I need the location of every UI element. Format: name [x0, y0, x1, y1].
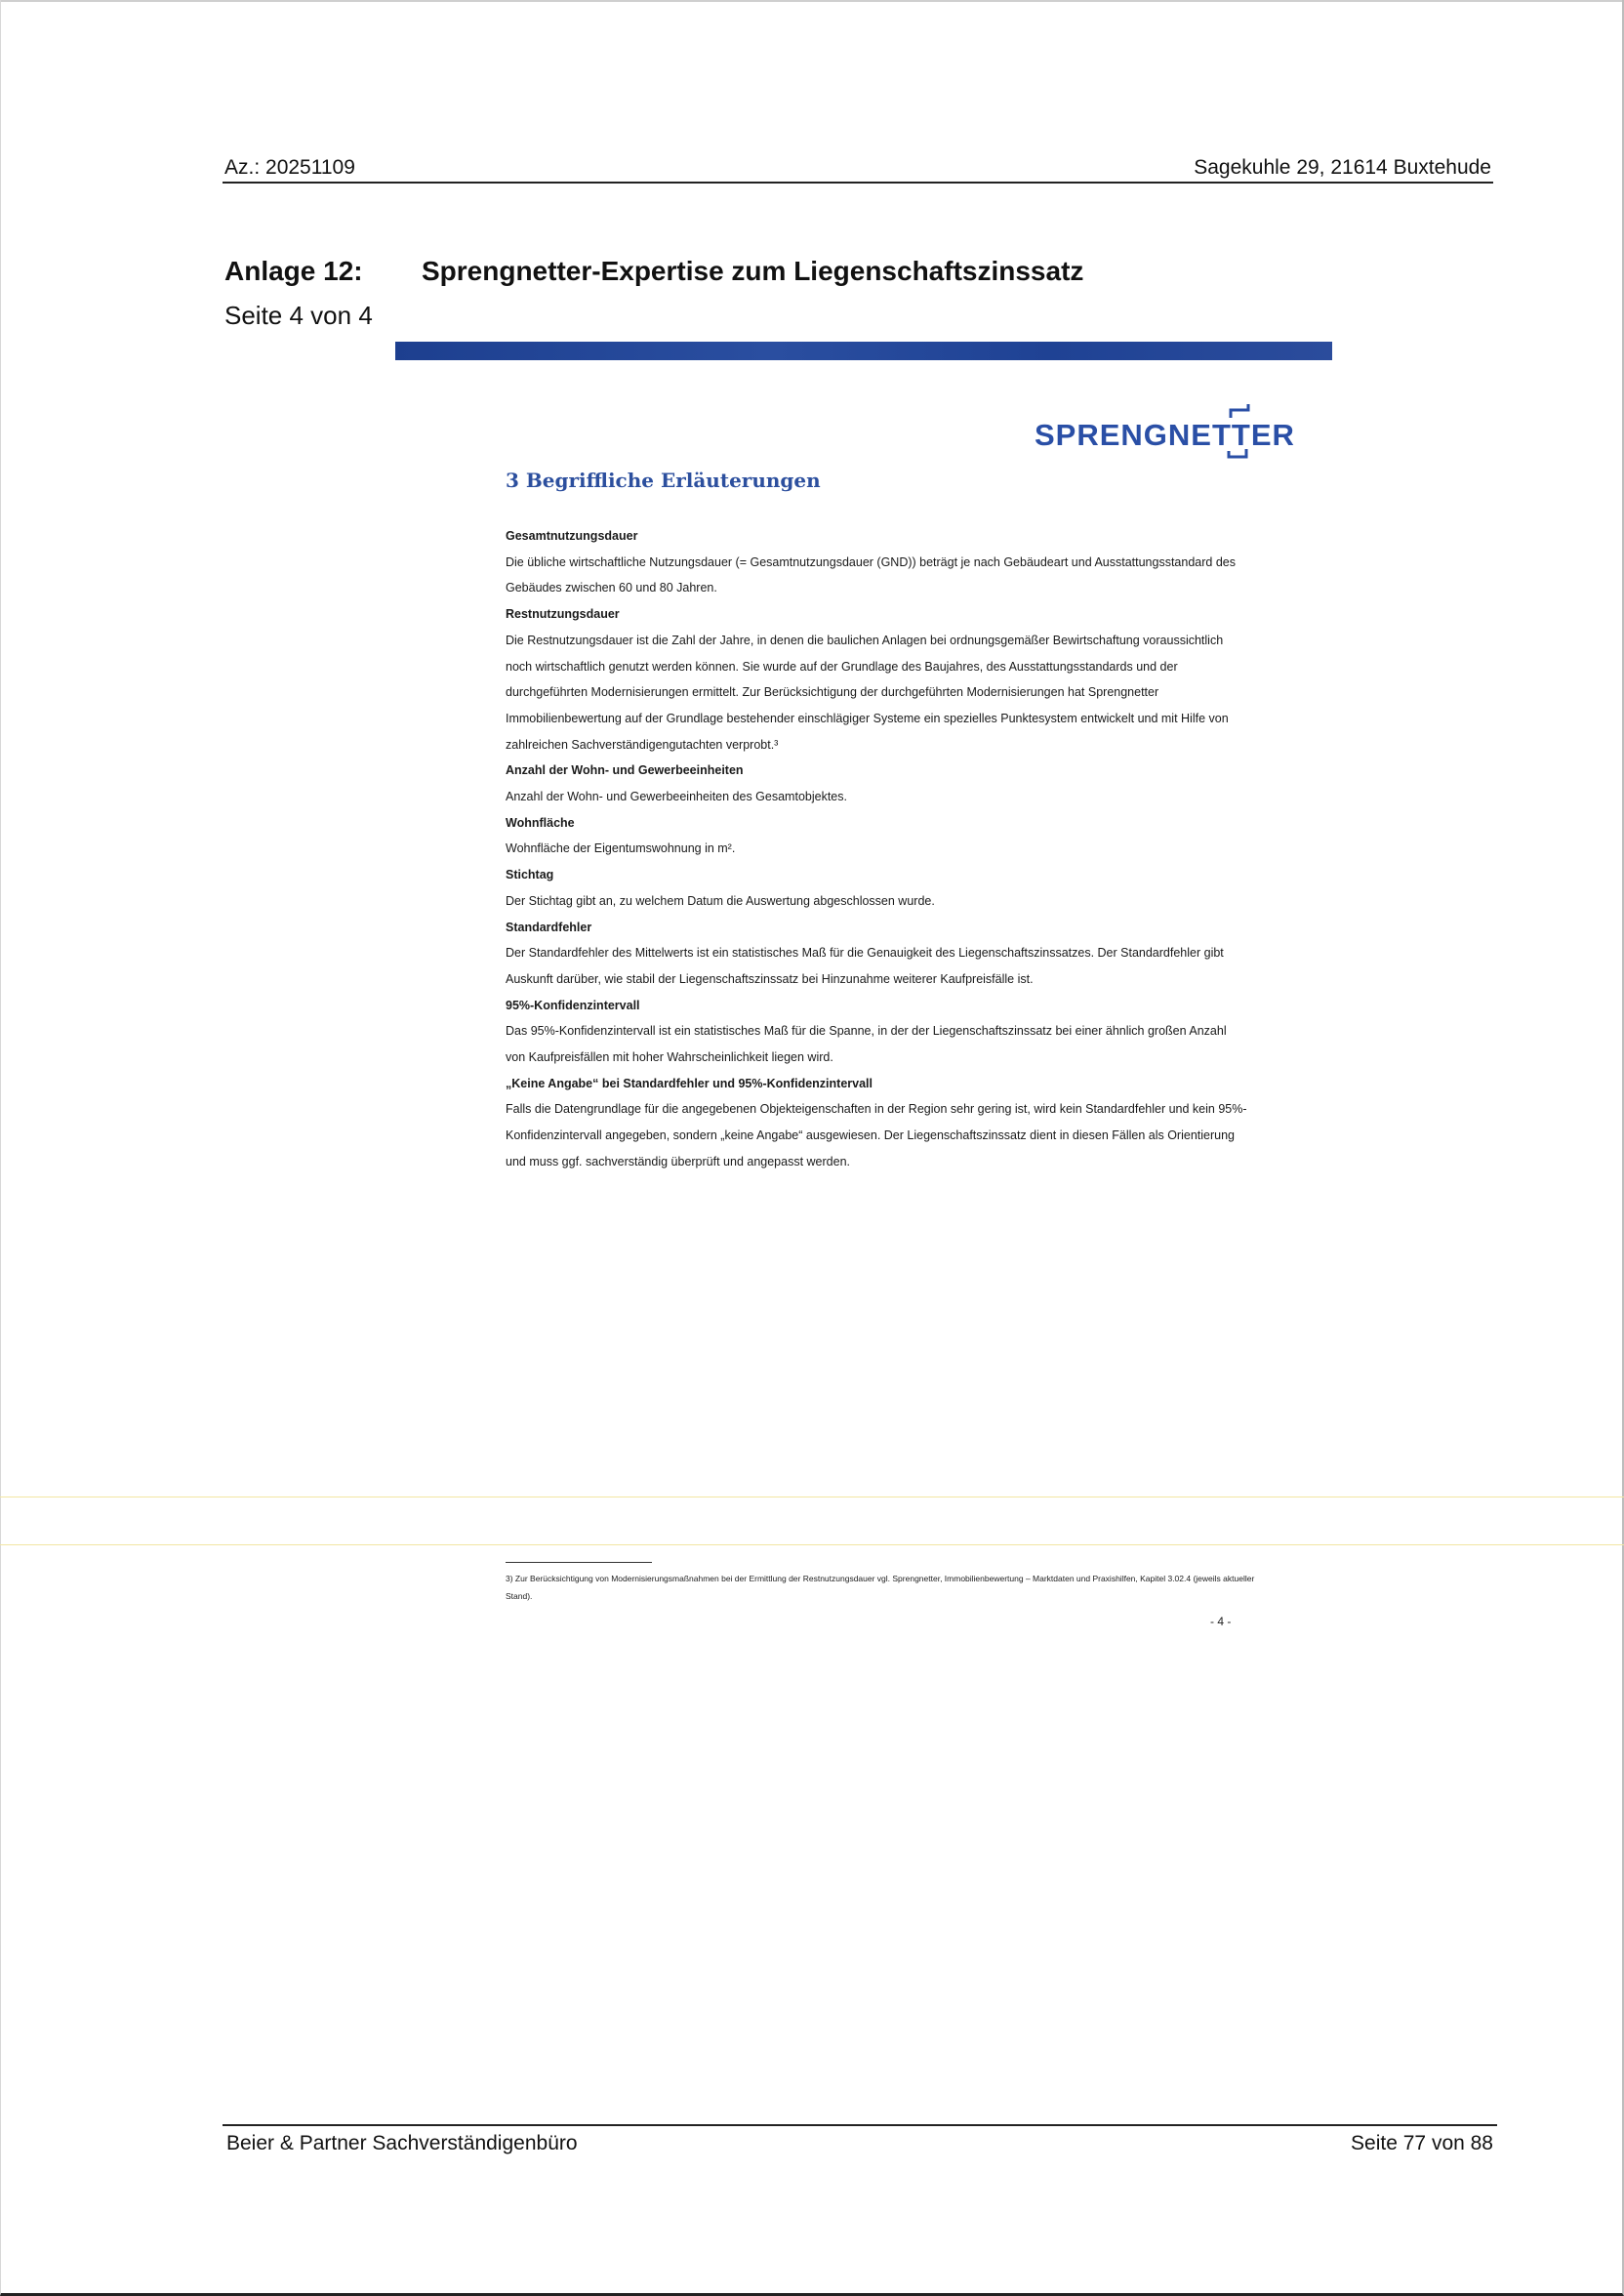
term-standardfehler: Standardfehler — [506, 920, 592, 934]
text-gesamtnutzungsdauer: Die übliche wirtschaftliche Nutzungsdauer (= Gesamtnutzungsdauer (GND)) beträgt je nach Gebäudeart und Ausstattungsstandard des Gebäudes zwischen 60 und 80 Jahren. — [506, 554, 1236, 595]
inner-page-number: - 4 - — [1210, 1615, 1232, 1628]
term-stichtag: Stichtag — [506, 868, 554, 882]
annex-page-count: Seite 4 von 4 — [224, 301, 373, 330]
page-footer — [223, 2124, 1497, 2161]
logo-wordmark: SPRENGNETTER — [1035, 418, 1295, 452]
text-konfidenzintervall: Das 95%-Konfidenzintervall ist ein statistisches Maß für die Spanne, in der der Liegenschaftszinssatz bei einer ähnlich großen Anzahl von Kaufpreisfällen mit hoher Wahrscheinlichkeit liegen wird. — [506, 1024, 1227, 1065]
section-heading: 3 Begriffliche Erläuterungen — [506, 469, 821, 492]
text-standardfehler: Der Standardfehler des Mittelwerts ist ein statistisches Maß für die Genauigkeit des Liegenschaftszinssatzes. Der Standardfehler gibt Auskunft darüber, wie stabil der Liegenschaftszinssatz bei Hinzunahme weiterer Kaufpreisfälle ist. — [506, 946, 1224, 986]
term-gesamtnutzungsdauer: Gesamtnutzungsdauer — [506, 529, 638, 543]
property-address: Sagekuhle 29, 21614 Buxtehude — [1194, 156, 1491, 179]
definitions-block — [506, 523, 1247, 1175]
text-anzahl-einheiten: Anzahl der Wohn- und Gewerbeeinheiten des Gesamtobjektes. — [506, 790, 847, 804]
term-wohnflaeche: Wohnfläche — [506, 815, 575, 830]
text-stichtag: Der Stichtag gibt an, zu welchem Datum die Auswertung abgeschlossen wurde. — [506, 893, 935, 908]
blue-header-bar — [395, 342, 1332, 360]
term-keine-angabe: „Keine Angabe“ bei Standardfehler und 95%-Konfidenzintervall — [506, 1076, 873, 1090]
guide-line-lower — [0, 1544, 1624, 1545]
footnote: 3) Zur Berücksichtigung von Modernisierungsmaßnahmen bei der Ermittlung der Restnutzungsdauer vgl. Sprengnetter, Immobilienbewertung – Marktdaten und Praxishilfen, Kapitel 3.02.4 (jeweils aktueller Stand). — [506, 1574, 1255, 1601]
annex-title: Sprengnetter-Expertise zum Liegenschaftszinssatz — [422, 256, 1084, 286]
text-restnutzungsdauer: Die Restnutzungsdauer ist die Zahl der Jahre, in denen die baulichen Anlagen bei ordnungsgemäßer Bewirtschaftung voraussichtlich noch wirtschaftlich genutzt werden können. Sie wurde auf der Grundlage des Baujahres, des Ausstattungsstandards und der durchgeführten Modernisierungen ermittelt. Zur Berücksichtigung der durchgeführten Modernisierungen hat Sprengnetter Immobilienbewertung auf der Grundlage bestehender einschlägiger Systeme ein spezielles Punktesystem entwickelt und mit Hilfe von zahlreichen Sachverständigengutachten verprobt.³ — [506, 633, 1229, 752]
page-header — [223, 154, 1493, 184]
page-count: Seite 77 von 88 — [1351, 2132, 1493, 2154]
text-keine-angabe: Falls die Datengrundlage für die angegebenen Objekteigenschaften in der Region sehr gering ist, wird kein Standardfehler und kein 95%-Konfidenzintervall angegeben, sondern „keine Angabe“ ausgewiesen. Der Liegenschaftszinssatz dient in diesen Fällen als Orientierung und muss ggf. sachverständig überprüft und angepasst werden. — [506, 1102, 1247, 1168]
annex-label: Anlage 12: — [224, 256, 363, 286]
footnote-separator — [506, 1562, 652, 1563]
sprengnetter-logo — [1035, 400, 1298, 463]
office-name: Beier & Partner Sachverständigenbüro — [226, 2132, 578, 2154]
file-reference: Az.: 20251109 — [224, 156, 355, 179]
term-anzahl-einheiten: Anzahl der Wohn- und Gewerbeeinheiten — [506, 763, 744, 778]
term-restnutzungsdauer: Restnutzungsdauer — [506, 607, 620, 622]
term-konfidenzintervall: 95%-Konfidenzintervall — [506, 998, 640, 1012]
scan-top-edge — [0, 0, 1624, 2]
logo-bracket-icon — [1225, 400, 1258, 463]
guide-line-upper — [0, 1496, 1624, 1497]
text-wohnflaeche: Wohnfläche der Eigentumswohnung in m². — [506, 841, 736, 856]
